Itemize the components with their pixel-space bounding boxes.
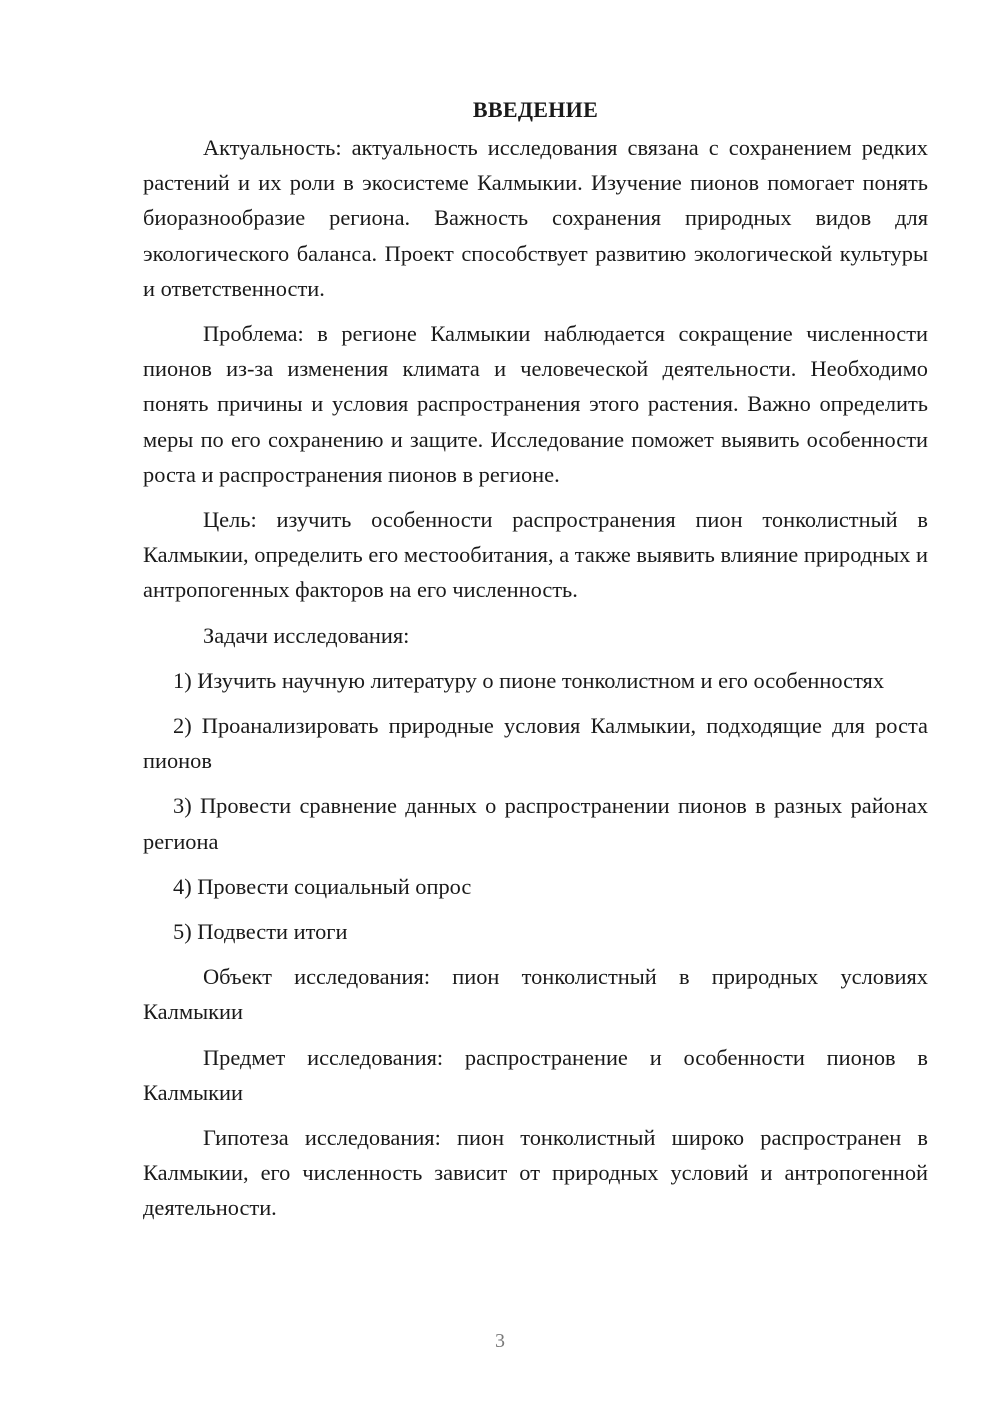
problem-paragraph: Проблема: в регионе Калмыкии наблюдается сокращение численности пионов из-за изменения климата и человеческой деятельности. Необходимо понять причины и условия распространения этого растения. Важно определить меры по его сохранению и защите. Исследование поможет выявить особенности роста и распространения пионов в регионе. xyxy=(143,321,928,487)
goal-paragraph: Цель: изучить особенности распространения пион тонколистный в Калмыкии, определить его местообитания, а также выявить влияние природных и антропогенных факторов на его численность. xyxy=(143,507,928,603)
task-item: 2) Проанализировать природные условия Калмыкии, подходящие для роста пионов xyxy=(143,713,928,774)
hypothesis-paragraph: Гипотеза исследования: пион тонколистный широко распространен в Калмыкии, его численность зависит от природных условий и антропогенной деятельности. xyxy=(143,1125,928,1221)
task-item: 4) Провести социальный опрос xyxy=(173,873,472,899)
tasks-heading: Задачи исследования: xyxy=(203,622,410,648)
page-number: 3 xyxy=(495,1330,505,1352)
object-paragraph: Объект исследования: пион тонколистный в природных условиях Калмыкии xyxy=(143,964,928,1025)
subject-paragraph: Предмет исследования: распространение и особенности пионов в Калмыкии xyxy=(143,1044,928,1105)
actuality-paragraph: Актуальность: актуальность исследования связана с сохранением редких растений и их роли в экосистеме Калмыкии. Изучение пионов помогает понять биоразнообразие региона. Важность сохранения природных видов для экологического баланса. Проект способствует развитию экологической культуры и ответственности. xyxy=(143,135,928,301)
task-item: 1) Изучить научную литературу о пионе тонколистном и его особенностях xyxy=(173,667,885,693)
page-title: ВВЕДЕНИЕ xyxy=(472,97,599,122)
document-page xyxy=(143,92,928,1236)
tasks-list xyxy=(143,663,928,949)
task-item: 5) Подвести итоги xyxy=(173,919,348,945)
task-item: 3) Провести сравнение данных о распространении пионов в разных районах региона xyxy=(143,793,928,854)
